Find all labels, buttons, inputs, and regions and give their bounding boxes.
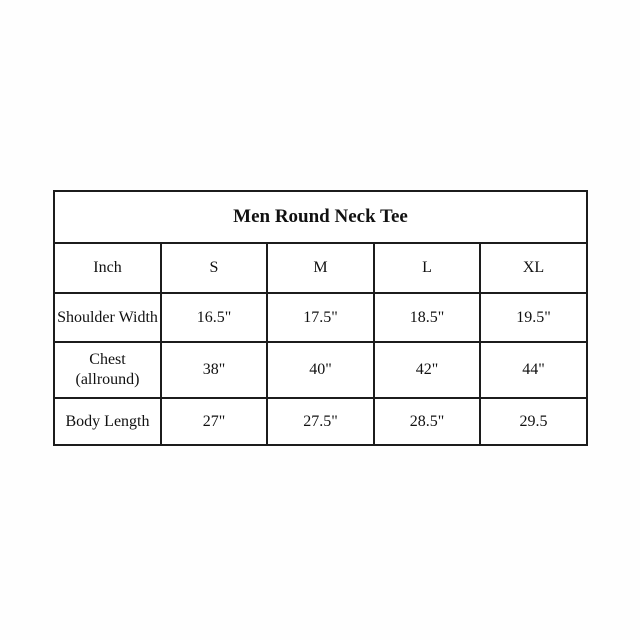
value-cell: 29.5 bbox=[480, 398, 587, 445]
row-shoulder-width bbox=[54, 293, 587, 342]
value-cell: 16.5" bbox=[161, 293, 267, 342]
value-cell: 17.5" bbox=[267, 293, 374, 342]
row-body-length bbox=[54, 398, 587, 445]
row-chest-allround bbox=[54, 342, 587, 398]
title-row bbox=[54, 191, 587, 243]
value-cell: 19.5" bbox=[480, 293, 587, 342]
header-cell-s: S bbox=[161, 243, 267, 293]
table-title: Men Round Neck Tee bbox=[54, 191, 587, 243]
header-cell-m: M bbox=[267, 243, 374, 293]
value-cell: 40" bbox=[267, 342, 374, 398]
header-cell-inch: Inch bbox=[54, 243, 161, 293]
value-cell: 42" bbox=[374, 342, 480, 398]
size-chart-table bbox=[53, 190, 588, 446]
value-cell: 28.5" bbox=[374, 398, 480, 445]
value-cell: 27" bbox=[161, 398, 267, 445]
row-label-shoulder-width: Shoulder Width bbox=[54, 293, 161, 342]
header-row bbox=[54, 243, 587, 293]
value-cell: 18.5" bbox=[374, 293, 480, 342]
header-cell-xl: XL bbox=[480, 243, 587, 293]
header-cell-l: L bbox=[374, 243, 480, 293]
value-cell: 27.5" bbox=[267, 398, 374, 445]
value-cell: 44" bbox=[480, 342, 587, 398]
value-cell: 38" bbox=[161, 342, 267, 398]
row-label-chest-allround: Chest (allround) bbox=[54, 342, 161, 398]
row-label-body-length: Body Length bbox=[54, 398, 161, 445]
